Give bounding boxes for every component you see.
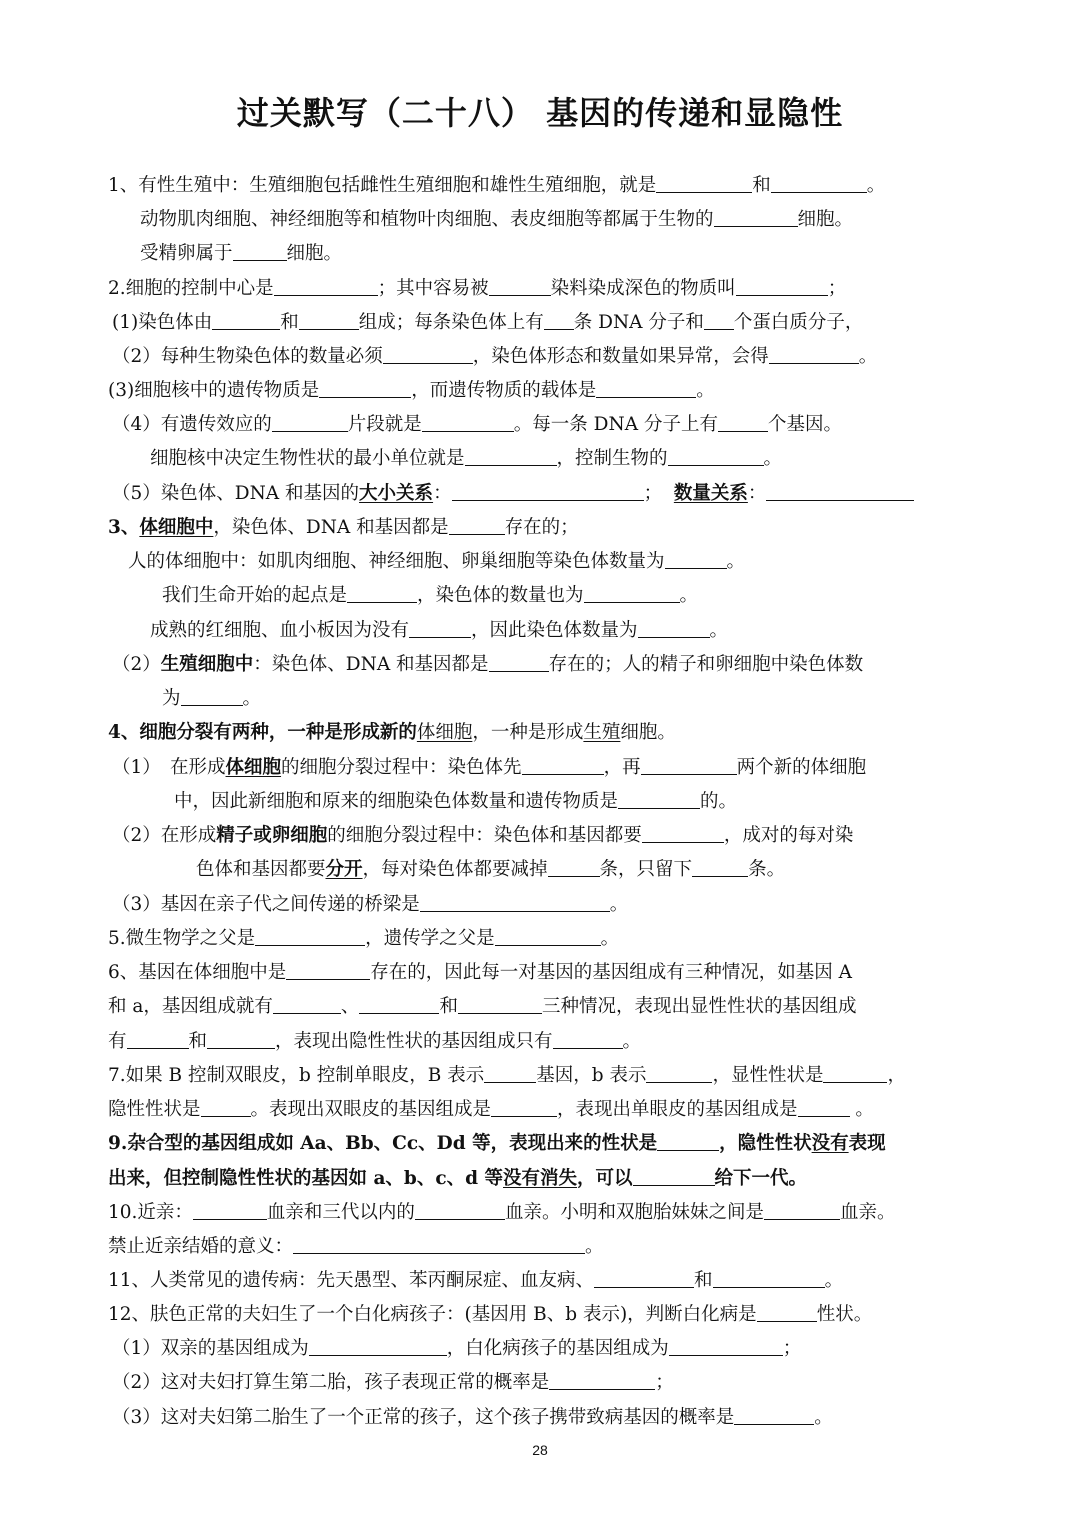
blank[interactable] bbox=[736, 277, 828, 296]
q4-2: （2）在形成精子或卵细胞的细胞分裂过程中：染色体和基因都要 ，成对的每对染 bbox=[112, 825, 854, 846]
q5: 5.微生物学之父是 ，遗传学之父是 。 bbox=[108, 928, 620, 949]
q4-2-cont: 色体和基因都要分开，每对染色体都要减掉 条，只留下 条。 bbox=[196, 859, 786, 880]
blank[interactable] bbox=[484, 1064, 536, 1083]
blank[interactable] bbox=[638, 619, 710, 638]
blank[interactable] bbox=[771, 174, 867, 193]
q12-line-1: 12、肤色正常的夫妇生了一个白化病孩子：(基因用 B、b 表示)，判断白化病是 性状。 bbox=[108, 1304, 873, 1325]
blank[interactable] bbox=[465, 447, 557, 466]
q7-line-1: 7.如果 B 控制双眼皮，b 控制单眼皮，B 表示 基因，b 表示 ，显性性状是 ， bbox=[108, 1065, 906, 1086]
blank[interactable] bbox=[207, 1030, 275, 1049]
blank[interactable] bbox=[769, 345, 859, 364]
blank[interactable] bbox=[422, 413, 514, 432]
q10-line-2: 禁止近亲结婚的意义： 。 bbox=[108, 1236, 604, 1257]
blank[interactable] bbox=[293, 1235, 585, 1254]
blank[interactable] bbox=[309, 1337, 447, 1356]
blank[interactable] bbox=[420, 893, 610, 912]
q3-2: （2）生殖细胞中：染色体、DNA 和基因都是 存在的；人的精子和卵细胞中染色体数 bbox=[112, 654, 864, 675]
blank[interactable] bbox=[495, 927, 601, 946]
q3-line-2: 人的体细胞中：如肌肉细胞、神经细胞、卵巢细胞等染色体数量为 。 bbox=[128, 551, 746, 572]
blank[interactable] bbox=[415, 1201, 505, 1220]
blank[interactable] bbox=[669, 1337, 783, 1356]
blank[interactable] bbox=[668, 447, 764, 466]
blank[interactable] bbox=[594, 1269, 694, 1288]
blank[interactable] bbox=[319, 379, 411, 398]
blank[interactable] bbox=[764, 1201, 840, 1220]
blank[interactable] bbox=[273, 995, 341, 1014]
blank[interactable] bbox=[584, 584, 680, 603]
q2-4: （4）有遗传效应的 片段就是 。每一条 DNA 分子上有 个基因。 bbox=[112, 414, 842, 435]
page-number: 28 bbox=[532, 1442, 548, 1458]
blank[interactable] bbox=[489, 277, 551, 296]
blank[interactable] bbox=[641, 756, 737, 775]
blank[interactable] bbox=[491, 1098, 557, 1117]
blank[interactable] bbox=[409, 619, 471, 638]
blank[interactable] bbox=[548, 858, 600, 877]
q2-4-cont: 细胞核中决定生物性状的最小单位就是 ，控制生物的 。 bbox=[150, 448, 783, 469]
blank[interactable] bbox=[553, 1030, 623, 1049]
blank[interactable] bbox=[181, 687, 243, 706]
q3-line-3: 我们生命开始的起点是 ，染色体的数量也为 。 bbox=[162, 585, 699, 606]
blank[interactable] bbox=[255, 927, 365, 946]
q2-1: (1)染色体由 和 组成；每条染色体上有 条 DNA 分子和 个蛋白质分子， bbox=[112, 312, 864, 333]
q12-2: （2）这对夫妇打算生第二胎，孩子表现正常的概率是 ； bbox=[112, 1372, 674, 1393]
blank[interactable] bbox=[286, 961, 370, 980]
q6-line-2: 和 a，基因组成就有 、 和 三种情况，表现出显性性状的基因组成 bbox=[108, 996, 857, 1017]
blank[interactable] bbox=[359, 995, 439, 1014]
blank[interactable] bbox=[734, 1406, 814, 1425]
blank[interactable] bbox=[713, 1269, 825, 1288]
q3-line-1: 3、体细胞中，染色体、DNA 和基因都是 存在的； bbox=[108, 517, 579, 538]
page-title: 过关默写（二十八） 基因的传递和显隐性 bbox=[236, 94, 844, 132]
q4-3: （3）基因在亲子代之间传递的桥梁是 。 bbox=[112, 894, 629, 915]
blank[interactable] bbox=[714, 208, 798, 227]
blank[interactable] bbox=[383, 345, 473, 364]
q2-3: (3)细胞核中的遗传物质是 ，而遗传物质的载体是 。 bbox=[108, 380, 715, 401]
blank[interactable] bbox=[766, 482, 914, 501]
blank[interactable] bbox=[618, 790, 700, 809]
blank[interactable] bbox=[299, 311, 359, 330]
q12-1: （1）双亲的基因组成为 ，白化病孩子的基因组成为 ； bbox=[112, 1338, 802, 1359]
blank[interactable] bbox=[347, 584, 417, 603]
q3-line-4: 成熟的红细胞、血小板因为没有 ，因此染色体数量为 。 bbox=[150, 620, 729, 641]
blank[interactable] bbox=[449, 516, 505, 535]
q9-line-1: 9.杂合型的基因组成如 Aa、Bb、Cc、Dd 等，表现出来的性状是 ，隐性性状没有表现 bbox=[108, 1133, 886, 1154]
q2-5: （5）染色体、DNA 和基因的大小关系： ； 数量关系： bbox=[112, 481, 914, 507]
blank[interactable] bbox=[656, 174, 752, 193]
q1-line-1: 1、有性生殖中：生殖细胞包括雌性生殖细胞和雄性生殖细胞，就是 和 。 bbox=[108, 175, 886, 196]
blank[interactable] bbox=[692, 858, 748, 877]
blank[interactable] bbox=[201, 1098, 251, 1117]
blank[interactable] bbox=[127, 1030, 189, 1049]
blank[interactable] bbox=[823, 1064, 887, 1083]
q4-1: （1） 在形成体细胞的细胞分裂过程中：染色体先 ，再 两个新的体细胞 bbox=[112, 757, 867, 778]
q4-line-1: 4、细胞分裂有两种，一种是形成新的体细胞，一种是形成生殖细胞。 bbox=[108, 722, 676, 743]
blank[interactable] bbox=[212, 311, 280, 330]
blank[interactable] bbox=[798, 1098, 850, 1117]
q6-line-3: 有 和 ，表现出隐性性状的基因组成只有 。 bbox=[108, 1031, 642, 1052]
blank[interactable] bbox=[458, 995, 542, 1014]
blank[interactable] bbox=[452, 482, 644, 501]
blank[interactable] bbox=[657, 1132, 719, 1151]
q11: 11、人类常见的遗传病：先天愚型、苯丙酮尿症、血友病、 和 。 bbox=[108, 1270, 844, 1291]
q1-line-2: 动物肌肉细胞、神经细胞等和植物叶肉细胞、表皮细胞等都属于生物的 细胞。 bbox=[140, 209, 854, 230]
q12-3: （3）这对夫妇第二胎生了一个正常的孩子，这个孩子携带致病基因的概率是 。 bbox=[112, 1407, 833, 1428]
q2-line-1: 2.细胞的控制中心是 ；其中容易被 染料染成深色的物质叫 ； bbox=[108, 278, 847, 299]
blank[interactable] bbox=[665, 550, 727, 569]
q4-1-cont: 中，因此新细胞和原来的细胞染色体数量和遗传物质是 的。 bbox=[174, 791, 738, 812]
blank[interactable] bbox=[718, 413, 768, 432]
blank[interactable] bbox=[633, 1167, 715, 1186]
q2-2: （2）每种生物染色体的数量必须 ，染色体形态和数量如果异常，会得 。 bbox=[112, 346, 878, 367]
q1-line-3: 受精卵属于 细胞。 bbox=[140, 243, 343, 264]
blank[interactable] bbox=[544, 311, 574, 330]
q7-line-2: 隐性性状是 。表现出双眼皮的基因组成是 ，表现出单眼皮的基因组成是 。 bbox=[108, 1099, 874, 1120]
blank[interactable] bbox=[233, 242, 287, 261]
q10-line-1: 10.近亲： 血亲和三代以内的 血亲。小明和双胞胎妹妹之间是 血亲。 bbox=[108, 1202, 896, 1223]
blank[interactable] bbox=[646, 1064, 712, 1083]
q3-2-cont: 为 。 bbox=[162, 688, 262, 709]
blank[interactable] bbox=[549, 1371, 655, 1390]
blank[interactable] bbox=[704, 311, 734, 330]
blank[interactable] bbox=[757, 1303, 817, 1322]
blank[interactable] bbox=[596, 379, 696, 398]
q6-line-1: 6、基因在体细胞中是 存在的，因此每一对基因的基因组成有三种情况，如基因 A bbox=[108, 962, 853, 983]
blank[interactable] bbox=[489, 653, 549, 672]
q9-line-2: 出来，但控制隐性性状的基因如 a、b、c、d 等没有消失，可以 给下一代。 bbox=[108, 1168, 808, 1189]
blank[interactable] bbox=[193, 1201, 267, 1220]
blank[interactable] bbox=[274, 277, 378, 296]
blank[interactable] bbox=[522, 756, 604, 775]
blank[interactable] bbox=[642, 824, 724, 843]
blank[interactable] bbox=[272, 413, 348, 432]
